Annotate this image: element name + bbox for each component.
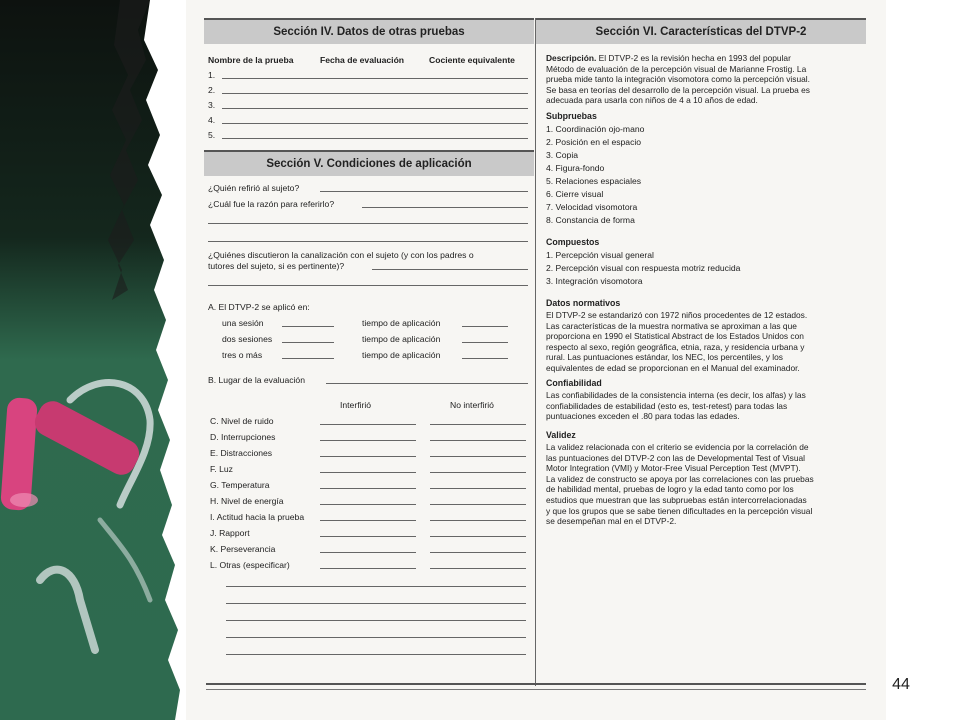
description-line: El DTVP-2 es la revisión hecha en 1993 del popular (598, 53, 791, 63)
interfered-line (320, 456, 416, 457)
session-option: una sesión (222, 318, 264, 328)
normative-paragraph (546, 310, 864, 374)
validity-line: estudios que muestran que las subpruebas están intercorrelacionadas (546, 494, 807, 505)
answer-line (208, 241, 528, 242)
not-interfered-line (430, 504, 526, 505)
subtest-item: 5. Relaciones espaciales (546, 176, 642, 186)
validity-line: se desempeñan mal en el DTVP-2. (546, 516, 677, 527)
condition-label: C. Nivel de ruido (210, 416, 274, 426)
other-line (226, 620, 526, 621)
interfered-line (320, 536, 416, 537)
answer-line (282, 326, 334, 327)
condition-label: K. Perseverancia (210, 544, 276, 554)
time-label: tiempo de aplicación (362, 334, 441, 344)
section-4-col-quotient: Cociente equivalente (429, 55, 515, 65)
reliability-heading: Confiabilidad (546, 378, 602, 388)
validity-line: La validez relacionada con el criterio se evidencia por la correlación de (546, 442, 809, 452)
subtest-item: 4. Figura-fondo (546, 163, 605, 173)
normative-line: respecto al sexo, región geográfica, etnia, raza, y residencia urbana y (546, 341, 805, 352)
section-6-header: Sección VI. Características del DTVP-2 (536, 18, 866, 44)
condition-label: H. Nivel de energía (210, 496, 284, 506)
normative-line: proporciona en 1990 el Statistical Abstract de los Estados Unidos con (546, 331, 804, 342)
description-line: Se basa en teorías del desarrollo de la percepción visual. La prueba es (546, 84, 810, 95)
validity-line: las puntuaciones del DTVP-2 con las de Developmental Test of Visual (546, 452, 805, 463)
reliability-line: confiabilidades de estabilidad (esto es, test-retest) para todas las (546, 400, 788, 411)
referral-question: ¿Quién refirió al sujeto? (208, 183, 300, 193)
interfered-line (320, 552, 416, 553)
other-line (226, 637, 526, 638)
chalkboard-decoration (0, 0, 190, 720)
subtests-heading: Subpruebas (546, 111, 597, 121)
section-4-row-number: 4. (208, 115, 216, 125)
normative-line: Las características de la muestra normativa se aproximan a las que (546, 320, 797, 331)
section-4-row-number: 1. (208, 70, 216, 80)
description-line: prueba mide tanto la integración visomotora como la percepción visual. (546, 74, 810, 85)
interfered-line (320, 488, 416, 489)
condition-label: J. Rapport (210, 528, 250, 538)
condition-label: G. Temperatura (210, 480, 270, 490)
composite-item: 1. Percepción visual general (546, 250, 654, 260)
not-interfered-line (430, 440, 526, 441)
answer-line (326, 383, 528, 384)
section-4-row-line (222, 123, 528, 124)
other-line (226, 654, 526, 655)
validity-paragraph (546, 442, 864, 527)
answer-line (320, 191, 528, 192)
bottom-rule (206, 683, 866, 685)
not-interfered-line (430, 552, 526, 553)
subtest-item: 1. Coordinación ojo-mano (546, 124, 645, 134)
document-page (186, 0, 886, 720)
answer-line (282, 358, 334, 359)
location-label: B. Lugar de la evaluación (208, 375, 305, 385)
answer-line (282, 342, 334, 343)
composite-item: 2. Percepción visual con respuesta motriz reducida (546, 263, 741, 273)
not-interfered-line (430, 520, 526, 521)
interfered-line (320, 440, 416, 441)
description-paragraph (546, 53, 864, 106)
answer-line (462, 342, 508, 343)
slide-page-number: 44 (892, 676, 910, 693)
subtest-item: 3. Copia (546, 150, 579, 160)
composite-item: 3. Integración visomotora (546, 276, 643, 286)
time-label: tiempo de aplicación (362, 350, 441, 360)
answer-line (372, 269, 528, 270)
discussion-question-line1: ¿Quiénes discutieron la canalización con el sujeto (y con los padres o (208, 250, 474, 260)
validity-line: Motor Integration (VMI) y Motor-Free Visual Perception Test (MVPT). (546, 463, 801, 474)
condition-label: I. Actitud hacia la prueba (210, 512, 305, 522)
condition-label: L. Otras (especificar) (210, 560, 290, 570)
condition-label: F. Luz (210, 464, 233, 474)
section-4-row-line (222, 93, 528, 94)
section-4-header: Sección IV. Datos de otras pruebas (204, 18, 534, 44)
interfered-line (320, 568, 416, 569)
normative-line: equivalentes de edad se proporcionan en el Manual del examinador. (546, 362, 800, 373)
subtest-item: 8. Constancia de forma (546, 215, 635, 225)
section-4-row-line (222, 108, 528, 109)
not-interfered-column-header: No interfirió (450, 400, 494, 410)
interfered-line (320, 520, 416, 521)
discussion-question-line2: tutores del sujeto, si es pertinente)? (208, 261, 345, 271)
session-option: tres o más (222, 350, 263, 360)
normative-line: rural. Las puntuaciones estándar, los NEC, los percentiles, y los (546, 352, 783, 363)
normative-line: El DTVP-2 se estandarizó con 1972 niños procedentes de 12 estados. (546, 310, 808, 320)
interfered-line (320, 472, 416, 473)
validity-line: y que los grupos que se sabe tienen dificultades en la percepción visual (546, 505, 813, 516)
interfered-column-header: Interfirió (340, 400, 372, 410)
not-interfered-line (430, 472, 526, 473)
reason-question: ¿Cuál fue la razón para referirlo? (208, 199, 335, 209)
subtest-item: 7. Velocidad visomotora (546, 202, 638, 212)
answer-line (208, 285, 528, 286)
section-4-row-number: 5. (208, 130, 216, 140)
time-label: tiempo de aplicación (362, 318, 441, 328)
answer-line (462, 358, 508, 359)
subtest-item: 2. Posición en el espacio (546, 137, 642, 147)
other-line (226, 586, 526, 587)
not-interfered-line (430, 536, 526, 537)
composites-heading: Compuestos (546, 237, 600, 247)
other-line (226, 603, 526, 604)
section-4-row-line (222, 138, 528, 139)
description-line: Método de evaluación de la percepción visual de Marianne Frostig. La (546, 63, 807, 74)
session-option: dos sesiones (222, 334, 273, 344)
validity-line: de habilidad mental, pruebas de logro y la edad tanto como por los (546, 484, 794, 495)
section-4-row-line (222, 78, 528, 79)
section-4-row-number: 3. (208, 100, 216, 110)
interfered-line (320, 424, 416, 425)
validity-line: La validez de constructo se apoya por las correlaciones con las pruebas (546, 473, 814, 484)
not-interfered-line (430, 424, 526, 425)
reliability-line: Las confiabilidades de la consistencia interna (es decir, los alfas) y las (546, 390, 806, 400)
subtest-item: 6. Cierre visual (546, 189, 604, 199)
interfered-line (320, 504, 416, 505)
reliability-paragraph (546, 390, 864, 422)
bottom-rule (206, 689, 866, 690)
column-divider (535, 18, 536, 686)
not-interfered-line (430, 488, 526, 489)
not-interfered-line (430, 568, 526, 569)
section-4-row-number: 2. (208, 85, 216, 95)
condition-label: D. Interrupciones (210, 432, 276, 442)
description-line: adecuada para usarla con niños de 4 a 10 años de edad. (546, 95, 758, 106)
section-5-header: Sección V. Condiciones de aplicación (204, 150, 534, 176)
reliability-line: puntuaciones exceden el .80 para todas las edades. (546, 411, 740, 422)
normative-heading: Datos normativos (546, 298, 621, 308)
answer-line (462, 326, 508, 327)
validity-heading: Validez (546, 430, 576, 440)
answer-line (208, 223, 528, 224)
application-sessions-label: A. El DTVP-2 se aplicó en: (208, 302, 310, 312)
description-label: Descripción. (546, 53, 597, 63)
not-interfered-line (430, 456, 526, 457)
section-4-col-date: Fecha de evaluación (320, 55, 405, 65)
answer-line (362, 207, 528, 208)
section-4-col-test-name: Nombre de la prueba (208, 55, 294, 65)
condition-label: E. Distracciones (210, 448, 273, 458)
